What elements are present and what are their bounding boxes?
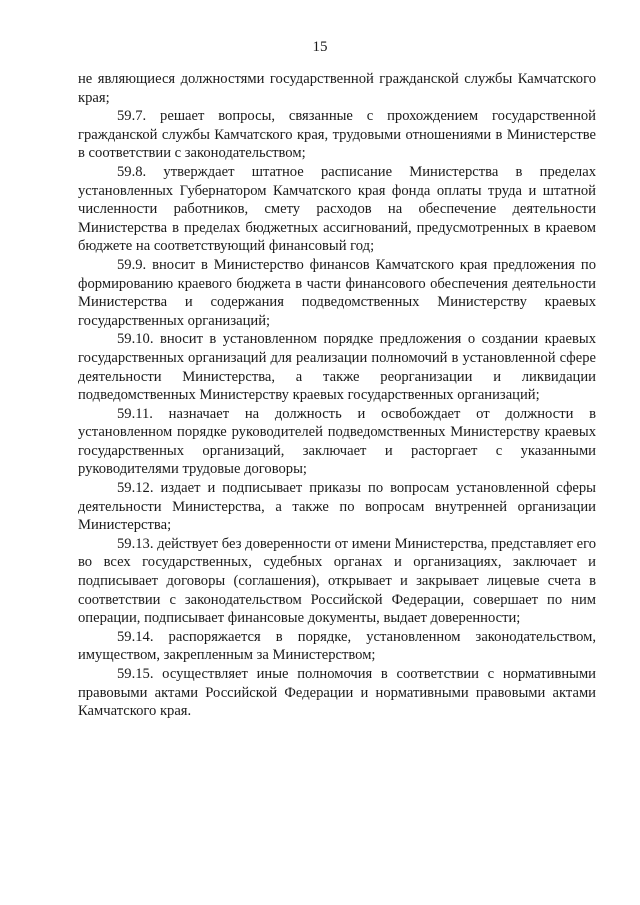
paragraph-59-15: 59.15. осуществляет иные полномочия в соответствии с нормативными правовыми актами Российской Федерации и нормативными правовыми актами Камчатского края. bbox=[78, 666, 596, 720]
paragraph-59-7: 59.7. решает вопросы, связанные с прохождением государственной гражданской службы Камчатского края, трудовыми отношениями в Министерстве в соответствии с законодательством; bbox=[78, 108, 596, 162]
paragraph-59-12: 59.12. издает и подписывает приказы по вопросам установленной сферы деятельности Министерства, а также по вопросам внутренней организации Министерства; bbox=[78, 480, 596, 534]
paragraph-59-10: 59.10. вносит в установленном порядке предложения о создании краевых государственных организаций для реализации полномочий в установленной сфере деятельности Министерства, а также реорганизации и ликвидации подведомственных Министерству краевых государственных организаций; bbox=[78, 331, 596, 404]
page-number: 15 bbox=[312, 39, 328, 55]
paragraph-59-13: 59.13. действует без доверенности от имени Министерства, представляет его во всех государственных, судебных органах и организациях, заключает и подписывает договоры (соглашения), открывает и закрывает лицевые счета в соответствии с законодательством Российской Федерации, совершает по ним операции, подписывает финансовые документы, выдает доверенности; bbox=[78, 535, 596, 627]
paragraph-continuation: не являющиеся должностями государственной гражданской службы Камчатского края; bbox=[78, 71, 596, 106]
document-body bbox=[78, 70, 596, 721]
paragraph-59-11: 59.11. назначает на должность и освобождает от должности в установленном порядке руководителей подведомственных Министерству краевых государственных организаций, заключает и расторгает с указанными руководителями трудовые договоры; bbox=[78, 405, 596, 478]
paragraph-59-9: 59.9. вносит в Министерство финансов Камчатского края предложения по формированию краевого бюджета в части финансового обеспечения деятельности Министерства и содержания подведомственных Министерству краевых государственных организаций; bbox=[78, 256, 596, 329]
paragraph-59-8: 59.8. утверждает штатное расписание Министерства в пределах установленных Губернатором Камчатского края фонда оплаты труда и штатной численности работников, смету расходов на обеспечение деятельности Министерства в пределах бюджетных ассигнований, предусмотренных в краевом бюджете на соответствующий финансовый год; bbox=[78, 163, 596, 255]
paragraph-59-14: 59.14. распоряжается в порядке, установленном законодательством, имуществом, закрепленным за Министерством; bbox=[78, 628, 596, 664]
